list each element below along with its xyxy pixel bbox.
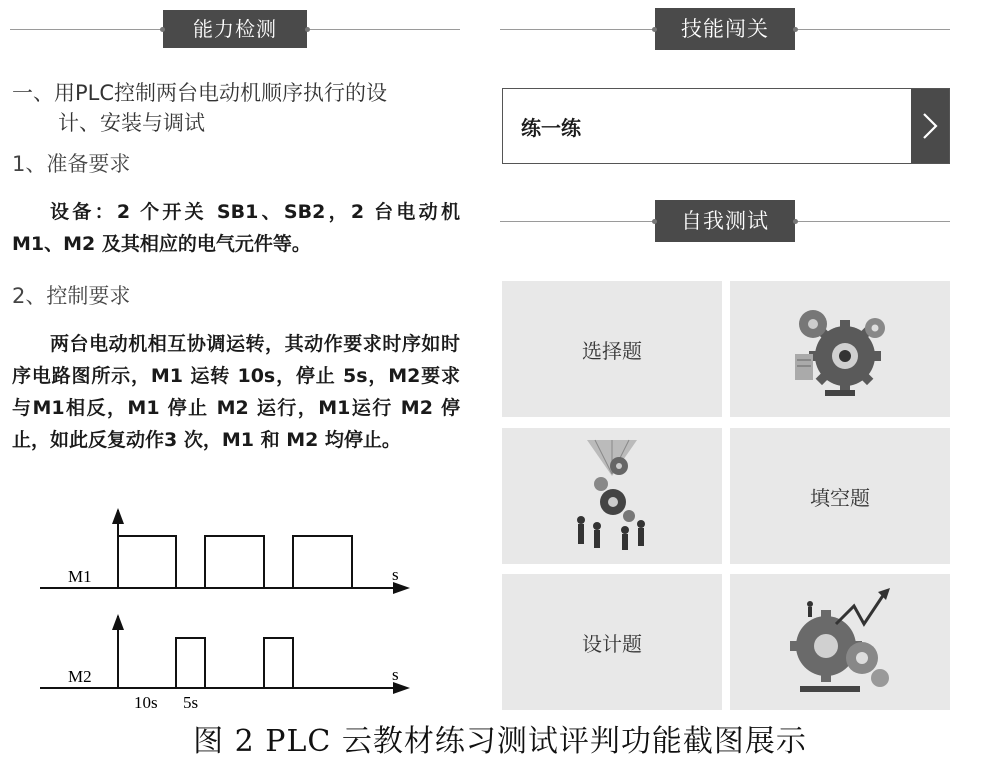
header-divider-right — [307, 29, 460, 30]
fill-in-blank-label: 填空题 — [810, 485, 870, 510]
task-title-line1: 一、用PLC控制两台电动机顺序执行的设 — [12, 81, 388, 105]
people-gears-icon-tile[interactable] — [502, 428, 722, 564]
header-divider-left — [500, 29, 655, 30]
prep-requirements-title: 1、准备要求 — [12, 152, 131, 176]
header-divider-left — [500, 221, 655, 222]
chevron-right-icon[interactable] — [911, 89, 949, 163]
header-divider-right — [795, 29, 950, 30]
choice-questions-label: 选择题 — [582, 338, 642, 363]
header-divider-left — [10, 29, 163, 30]
right-panel — [492, 0, 960, 712]
m2-axis-unit: s — [392, 665, 399, 684]
figure-caption: 图 2 PLC 云教材练习测试评判功能截图展示 — [193, 724, 807, 759]
practice-label: 练一练 — [521, 115, 581, 140]
ability-test-header — [10, 10, 460, 48]
timing-diagram — [0, 500, 465, 712]
fill-in-blank-tile[interactable] — [730, 428, 950, 564]
control-requirements-text: 两台电动机相互协调运转，其动作要求时序如时序电路图所示，M1 运转 10s，停止 5s，M2要求与M1相反，M1 停止 M2 运行，M1运行 M2 停止，如此反复动作3 次，M1 和 M2 均停止。 — [12, 333, 460, 451]
control-requirements-title: 2、控制要求 — [12, 284, 131, 308]
self-test-grid — [502, 281, 950, 711]
task-title — [12, 78, 452, 138]
skill-challenge-header — [500, 8, 950, 50]
ability-test-title: 能力检测 — [163, 10, 307, 48]
task-title-line2: 计、安装与调试 — [58, 111, 205, 135]
skill-challenge-title: 技能闯关 — [655, 8, 795, 50]
people-gears-icon — [567, 436, 657, 556]
left-panel — [0, 0, 465, 712]
tick-10s: 10s — [134, 693, 158, 712]
m2-label: M2 — [68, 667, 92, 686]
gears-icon — [785, 294, 895, 404]
design-questions-tile[interactable] — [502, 574, 722, 710]
choice-questions-tile[interactable] — [502, 281, 722, 417]
self-test-header — [500, 200, 950, 242]
m2-waveform — [118, 638, 293, 688]
m1-label: M1 — [68, 567, 92, 586]
self-test-title: 自我测试 — [655, 200, 795, 242]
m1-axis-unit: s — [392, 565, 399, 584]
header-divider-right — [795, 221, 950, 222]
tick-5s: 5s — [183, 693, 199, 712]
gears-growth-icon — [780, 584, 900, 700]
practice-button[interactable] — [502, 88, 950, 164]
prep-requirements-text: 设备：2 个开关 SB1、SB2，2 台电动机 M1、M2 及其相应的电气元件等。 — [12, 201, 460, 255]
m1-waveform — [118, 536, 352, 588]
gears-growth-icon-tile[interactable] — [730, 574, 950, 710]
design-questions-label: 设计题 — [582, 631, 642, 656]
gears-icon-tile[interactable] — [730, 281, 950, 417]
